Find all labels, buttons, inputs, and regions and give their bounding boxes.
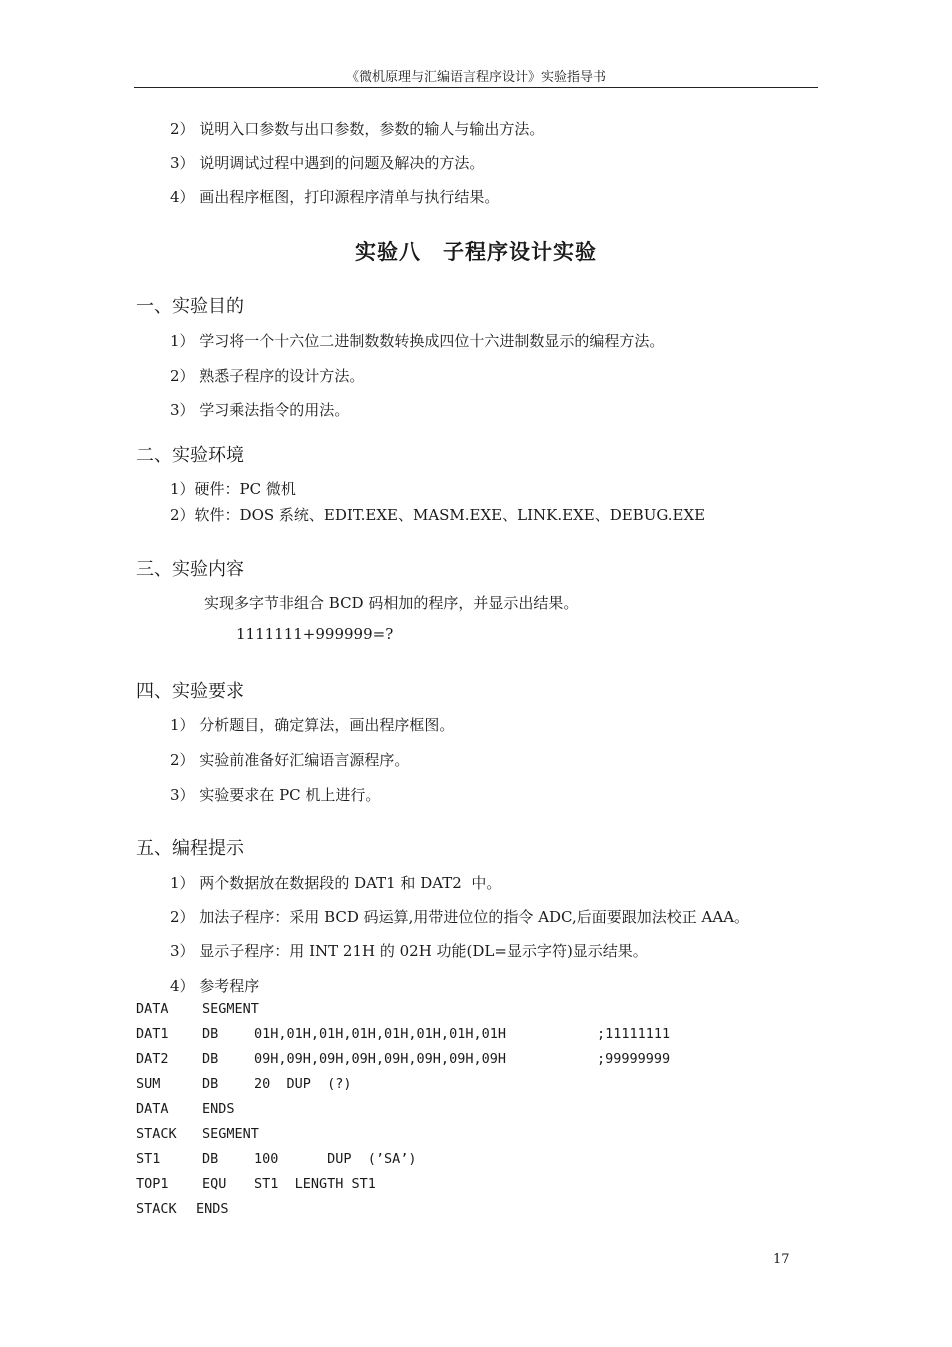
- code-op: DB: [202, 1076, 219, 1092]
- code-label: STACK: [136, 1126, 177, 1142]
- code-args: 01H,01H,01H,01H,01H,01H,01H,01H: [254, 1026, 506, 1042]
- requirement-item-3: 3） 实验要求在 PC 机上进行。: [170, 786, 381, 804]
- experiment-title: 实验八 子程序设计实验: [355, 240, 597, 264]
- prev-requirement-2: 2） 说明入口参数与出口参数，参数的输人与输出方法。: [170, 120, 545, 138]
- code-op: DB: [202, 1051, 219, 1067]
- code-label: STACK: [136, 1201, 177, 1217]
- environment-item-1: 1）硬件：PC 微机: [170, 480, 296, 498]
- code-args: 20 DUP (?): [254, 1076, 352, 1092]
- code-label: TOP1: [136, 1176, 169, 1192]
- page-number: 17: [773, 1252, 790, 1267]
- hint-item-3: 3） 显示子程序：用 INT 21H 的 02H 功能(DL=显示字符)显示结果。: [170, 942, 648, 960]
- prev-requirement-3: 3） 说明调试过程中遇到的问题及解决的方法。: [170, 154, 485, 172]
- section-heading-content: 三、实验内容: [136, 559, 244, 580]
- hint-item-4: 4） 参考程序: [170, 977, 260, 995]
- requirement-item-1: 1） 分析题目，确定算法，画出程序框图。: [170, 716, 455, 734]
- section-heading-hints: 五、编程提示: [136, 838, 244, 859]
- code-op: ENDS: [202, 1101, 235, 1117]
- purpose-item-1: 1） 学习将一个十六位二进制数数转换成四位十六进制数显示的编程方法。: [170, 332, 665, 350]
- code-label: SUM: [136, 1076, 161, 1092]
- code-op: SEGMENT: [202, 1001, 259, 1017]
- code-comment: ;11111111: [597, 1026, 671, 1042]
- code-op: EQU: [202, 1176, 227, 1192]
- section-heading-environment: 二、实验环境: [136, 445, 244, 466]
- requirement-item-2: 2） 实验前准备好汇编语言源程序。: [170, 751, 410, 769]
- code-label: DATA: [136, 1101, 169, 1117]
- hint-item-1: 1） 两个数据放在数据段的 DAT1 和 DAT2 中。: [170, 874, 502, 892]
- code-label: DAT2: [136, 1051, 169, 1067]
- code-comment: ;99999999: [597, 1051, 671, 1067]
- code-op: ENDS: [196, 1201, 229, 1217]
- content-formula: 1111111+999999=?: [236, 625, 394, 643]
- content-text: 实现多字节非组合 BCD 码相加的程序，并显示出结果。: [204, 594, 579, 612]
- header-rule: [134, 87, 818, 88]
- code-args: 09H,09H,09H,09H,09H,09H,09H,09H: [254, 1051, 506, 1067]
- purpose-item-3: 3） 学习乘法指令的用法。: [170, 401, 350, 419]
- code-op: SEGMENT: [202, 1126, 259, 1142]
- section-heading-purpose: 一、实验目的: [136, 296, 244, 317]
- code-op: DB: [202, 1151, 219, 1167]
- code-args: 100 DUP (’SA’): [254, 1151, 417, 1167]
- code-args: ST1 LENGTH ST1: [254, 1176, 376, 1192]
- hint-item-2: 2） 加法子程序：采用 BCD 码运算,用带进位位的指令 ADC,后面要跟加法校正 AAA。: [170, 908, 750, 926]
- code-label: DATA: [136, 1001, 169, 1017]
- code-label: ST1: [136, 1151, 161, 1167]
- code-label: DAT1: [136, 1026, 169, 1042]
- prev-requirement-4: 4） 画出程序框图，打印源程序清单与执行结果。: [170, 188, 500, 206]
- code-op: DB: [202, 1026, 219, 1042]
- purpose-item-2: 2） 熟悉子程序的设计方法。: [170, 367, 365, 385]
- section-heading-requirements: 四、实验要求: [136, 681, 244, 702]
- page-header: 《微机原理与汇编语言程序设计》实验指导书: [345, 70, 606, 85]
- environment-item-2: 2）软件：DOS 系统、EDIT.EXE、MASM.EXE、LINK.EXE、DEBUG.EXE: [170, 506, 706, 524]
